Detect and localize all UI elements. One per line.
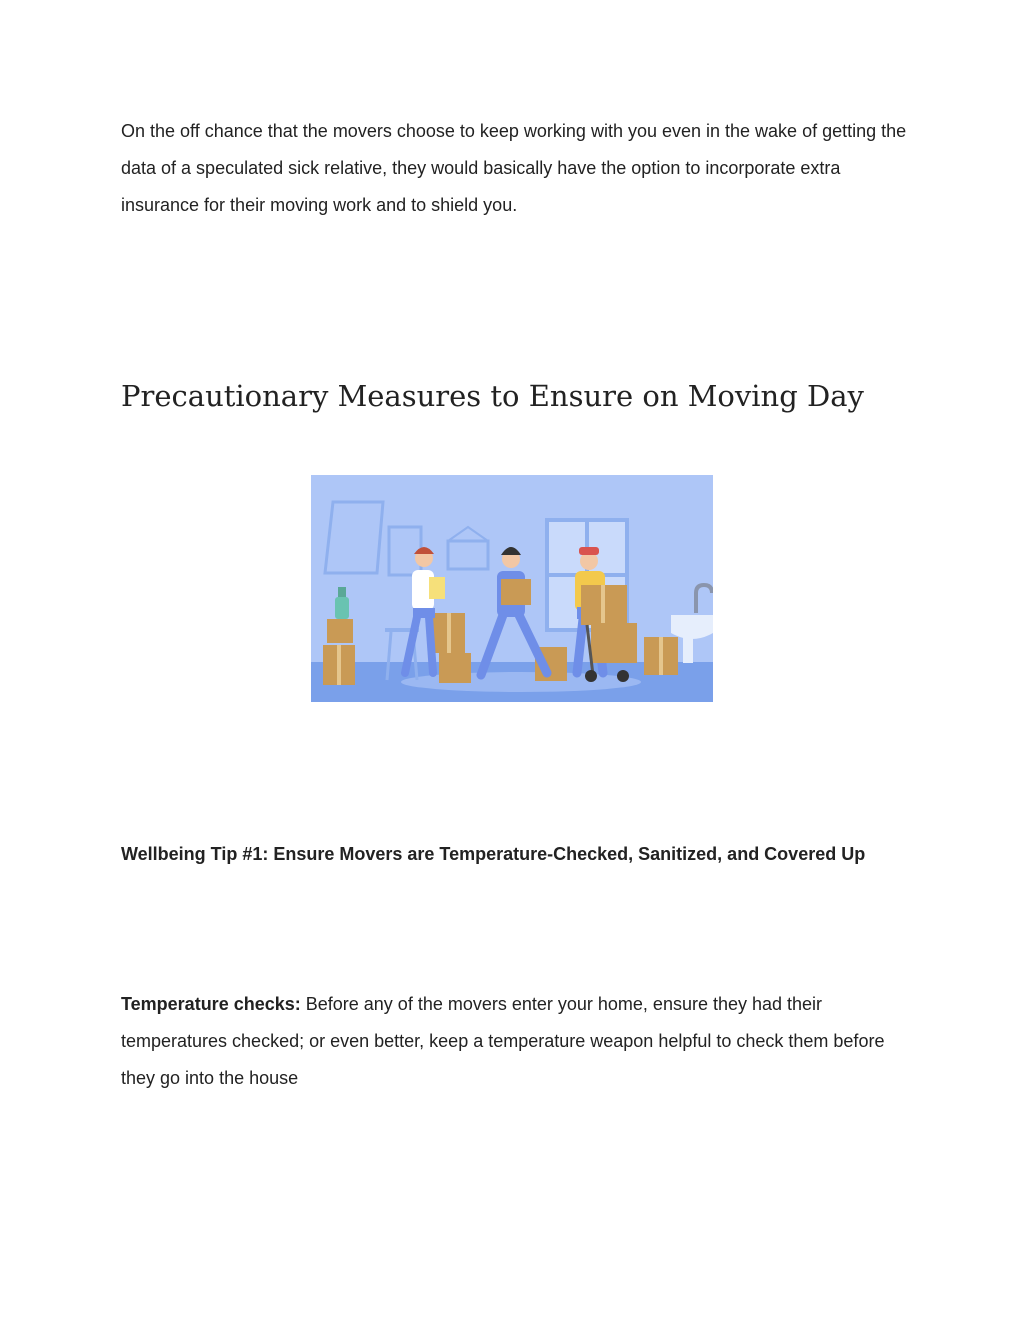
section-heading: Precautionary Measures to Ensure on Moving Day — [121, 379, 864, 413]
temperature-paragraph — [121, 986, 911, 1097]
intro-paragraph: On the off chance that the movers choose to keep working with you even in the wake of getting the data of a speculated sick relative, they would basically have the option to incorporate extra insurance for their moving work and to shield you. — [121, 121, 907, 215]
temperature-label: Temperature checks: — [121, 994, 301, 1014]
movers-illustration — [311, 475, 713, 702]
temperature-text: Before any of the movers enter your home, ensure they had their temperatures checked; or even better, keep a temperature weapon helpful to check them before they go into the house — [121, 994, 885, 1088]
tip-heading: Wellbeing Tip #1: Ensure Movers are Temperature-Checked, Sanitized, and Covered Up — [121, 844, 866, 864]
